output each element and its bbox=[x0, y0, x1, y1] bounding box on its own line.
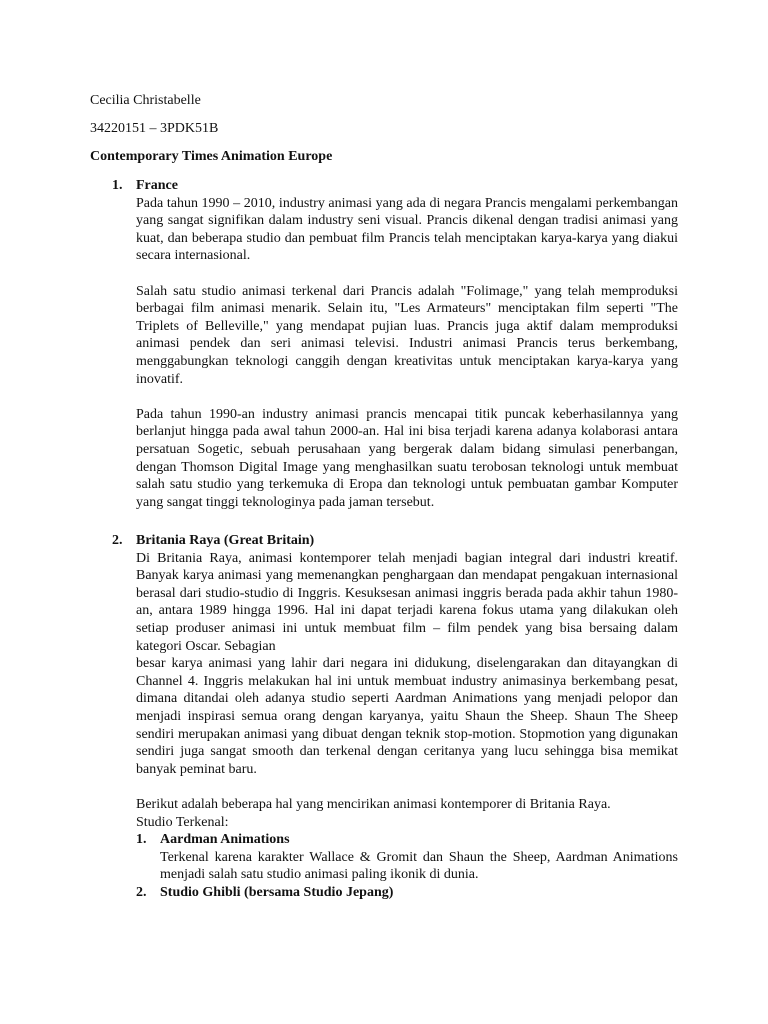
section-heading bbox=[112, 177, 678, 195]
studio-description: Terkenal karena karakter Wallace & Gromit dan Shaun the Sheep, Aardman Animations menjadi salah satu studio animasi paling ikonik di dunia. bbox=[160, 849, 678, 883]
student-id: 34220151 – 3PDK51B bbox=[90, 121, 219, 136]
list-number: 2. bbox=[136, 884, 147, 900]
list-item bbox=[136, 831, 678, 849]
intro-text: Berikut adalah beberapa hal yang mencirikan animasi kontemporer di Britania Raya. bbox=[136, 796, 611, 812]
list-item bbox=[136, 884, 678, 902]
section-britain bbox=[112, 532, 678, 901]
section-title: France bbox=[136, 178, 178, 193]
paragraph: Pada tahun 1990 – 2010, industry animasi yang ada di negara Prancis mengalami perkembangan yang sangat signifikan dalam industry seni visual. Prancis dikenal dengan tradisi animasi yang kuat, dan beberapa studio dan pembuat film Prancis telah menciptakan karya-karya yang diakui secara internasional. bbox=[136, 195, 678, 264]
studio-list bbox=[136, 831, 678, 901]
section-france bbox=[112, 177, 678, 511]
studio-list-block bbox=[136, 796, 678, 902]
studio-label: Studio Terkenal: bbox=[136, 814, 229, 830]
paragraph: Di Britania Raya, animasi kontemporer telah menjadi bagian integral dari industri kreatif. Banyak karya animasi yang memenangkan penghargaan dan mendapat pengakuan internasional berasal dari studio-studio di Inggris. Kesuksesan animasi inggris berada pada akhir tahun 1980-an, antara 1989 hingga 1996. Hal ini dapat terjadi karena fokus utama yang dilakukan oleh setiap produser animasi ini untuk membuat film – film pendek yang bisa bersaing dalam kategori Oscar. Sebagian bbox=[136, 550, 678, 654]
section-heading bbox=[112, 532, 678, 550]
section-number: 2. bbox=[112, 533, 123, 548]
author-name: Cecilia Christabelle bbox=[90, 93, 201, 108]
section-body bbox=[136, 550, 678, 779]
section-body bbox=[136, 195, 678, 512]
paragraph: besar karya animasi yang lahir dari negara ini didukung, diselengarakan dan ditayangkan di Channel 4. Inggris melakukan hal ini untuk membuat industry animasinya berkembang pesat, dimana ditandai oleh adanya studio seperti Aardman Animations yang menjadi pelopor dan menjadi inspirasi semua orang dengan karyanya, yaitu Shaun the Sheep. Shaun The Sheep sendiri merupakan animasi yang dibuat dengan teknik stop-motion. Stopmotion yang digunakan sendiri juga sangat smooth dan terkenal dengan ceritanya yang lucu sehingga bisa memikat banyak peminat baru. bbox=[136, 656, 678, 777]
list-number: 1. bbox=[136, 832, 147, 848]
section-title: Britania Raya (Great Britain) bbox=[136, 533, 315, 548]
paragraph: Salah satu studio animasi terkenal dari Prancis adalah "Folimage," yang telah memproduksi berbagai film animasi menarik. Selain itu, "Les Armateurs" menciptakan film seperti "The Triplets of Belleville," yang mendapat pujian luas. Prancis juga aktif dalam memproduksi animasi pendek dan seri animasi televisi. Industri animasi Prancis terus berkembang, menggabungkan teknologi canggih dengan kreativitas untuk menciptakan karya-karya yang inovatif. bbox=[136, 283, 678, 387]
studio-name: Aardman Animations bbox=[160, 832, 290, 848]
document-title: Contemporary Times Animation Europe bbox=[90, 149, 333, 164]
section-number: 1. bbox=[112, 178, 123, 193]
paragraph: Pada tahun 1990-an industry animasi prancis mencapai titik puncak keberhasilannya yang berlanjut hingga pada awal tahun 2000-an. Hal ini bisa terjadi karena adanya kolaborasi antara persatuan Sogetic, sebuah perusahaan yang bergerak dalam bidang simulasi penerbangan, dengan Thomson Digital Image yang menghasilkan suatu terobosan teknologi untuk membuat salah satu studio yang terkemuka di Eropa dan teknologi untuk pembuatan gambar Komputer yang sangat tinggi teknologinya pada jaman tersebut. bbox=[136, 406, 678, 510]
studio-name: Studio Ghibli (bersama Studio Jepang) bbox=[160, 884, 394, 900]
